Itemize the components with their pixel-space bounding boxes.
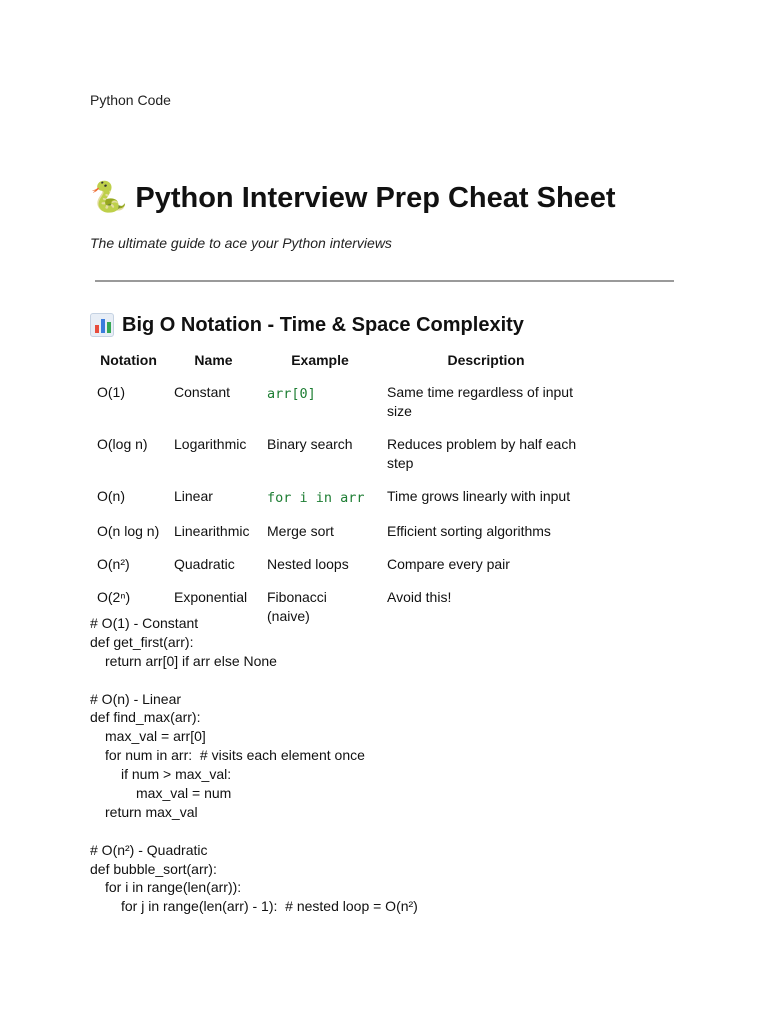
cell-name: Exponential xyxy=(174,589,248,605)
code-line: for num in arr: # visits each element once xyxy=(105,747,365,764)
code-line: # O(n²) - Quadratic xyxy=(90,841,208,858)
cell-name: Quadratic xyxy=(174,556,235,572)
code-line: def get_first(arr): xyxy=(90,633,194,650)
code-line: # O(n) - Linear xyxy=(90,690,182,707)
code-line: for j in range(len(arr) - 1): # nested loop = O(n²) xyxy=(121,898,418,915)
cell-notation: O(log n) xyxy=(97,436,148,452)
page-title xyxy=(90,176,616,220)
table-header-row xyxy=(90,346,592,374)
table-body xyxy=(90,374,592,631)
cell-example: Binary search xyxy=(267,436,353,452)
cell-description: Same time regardless of input size xyxy=(387,384,573,419)
code-line: def bubble_sort(arr): xyxy=(90,860,217,877)
table-row xyxy=(90,546,592,579)
bar-chart-icon xyxy=(90,313,114,337)
horizontal-divider xyxy=(95,280,674,282)
document-header-label: Python Code xyxy=(90,92,171,108)
table-row xyxy=(90,513,592,546)
snake-icon: 🐍 xyxy=(90,181,128,214)
cell-name: Constant xyxy=(174,384,231,400)
cell-example: for i in arr xyxy=(267,490,365,506)
column-header-description: Description xyxy=(447,352,525,368)
table-row xyxy=(90,426,592,478)
cell-name: Linearithmic xyxy=(174,523,250,539)
code-line: max_val = arr[0] xyxy=(105,728,206,745)
code-block xyxy=(90,614,418,916)
code-line: for i in range(len(arr)): xyxy=(105,879,242,896)
code-line: def find_max(arr): xyxy=(90,709,201,726)
cell-notation: O(n log n) xyxy=(97,523,160,539)
cell-example: Fibonacci (naive) xyxy=(267,589,327,624)
cell-description: Avoid this! xyxy=(387,589,452,605)
cell-notation: O(n²) xyxy=(97,556,130,572)
table-row xyxy=(90,374,592,426)
table-row xyxy=(90,478,592,513)
page-title-text: Python Interview Prep Cheat Sheet xyxy=(135,181,616,214)
cell-notation: O(2ⁿ) xyxy=(97,589,131,605)
cell-name: Linear xyxy=(174,488,213,504)
code-line: max_val = num xyxy=(136,785,232,802)
section-heading xyxy=(90,310,524,340)
cell-name: Logarithmic xyxy=(174,436,247,452)
code-line xyxy=(90,822,418,841)
code-line: return max_val xyxy=(105,803,198,820)
cell-description: Reduces problem by half each step xyxy=(387,436,577,471)
column-header-example: Example xyxy=(291,352,349,368)
cell-example: Merge sort xyxy=(267,523,334,539)
cell-description: Efficient sorting algorithms xyxy=(387,523,551,539)
page-subtitle: The ultimate guide to ace your Python interviews xyxy=(90,235,392,251)
cell-example: arr[0] xyxy=(267,386,316,402)
cell-description: Compare every pair xyxy=(387,556,510,572)
code-line: if num > max_val: xyxy=(121,766,232,783)
code-line: # O(1) - Constant xyxy=(90,615,199,631)
cell-notation: O(1) xyxy=(97,384,125,400)
cell-description: Time grows linearly with input xyxy=(387,488,571,504)
section-heading-text: Big O Notation - Time & Space Complexity xyxy=(122,313,524,336)
big-o-table xyxy=(90,346,592,631)
column-header-notation: Notation xyxy=(100,352,157,368)
cell-notation: O(n) xyxy=(97,488,125,504)
code-line xyxy=(90,671,418,690)
code-line: return arr[0] if arr else None xyxy=(105,652,277,669)
cell-example: Nested loops xyxy=(267,556,349,572)
column-header-name: Name xyxy=(194,352,233,368)
